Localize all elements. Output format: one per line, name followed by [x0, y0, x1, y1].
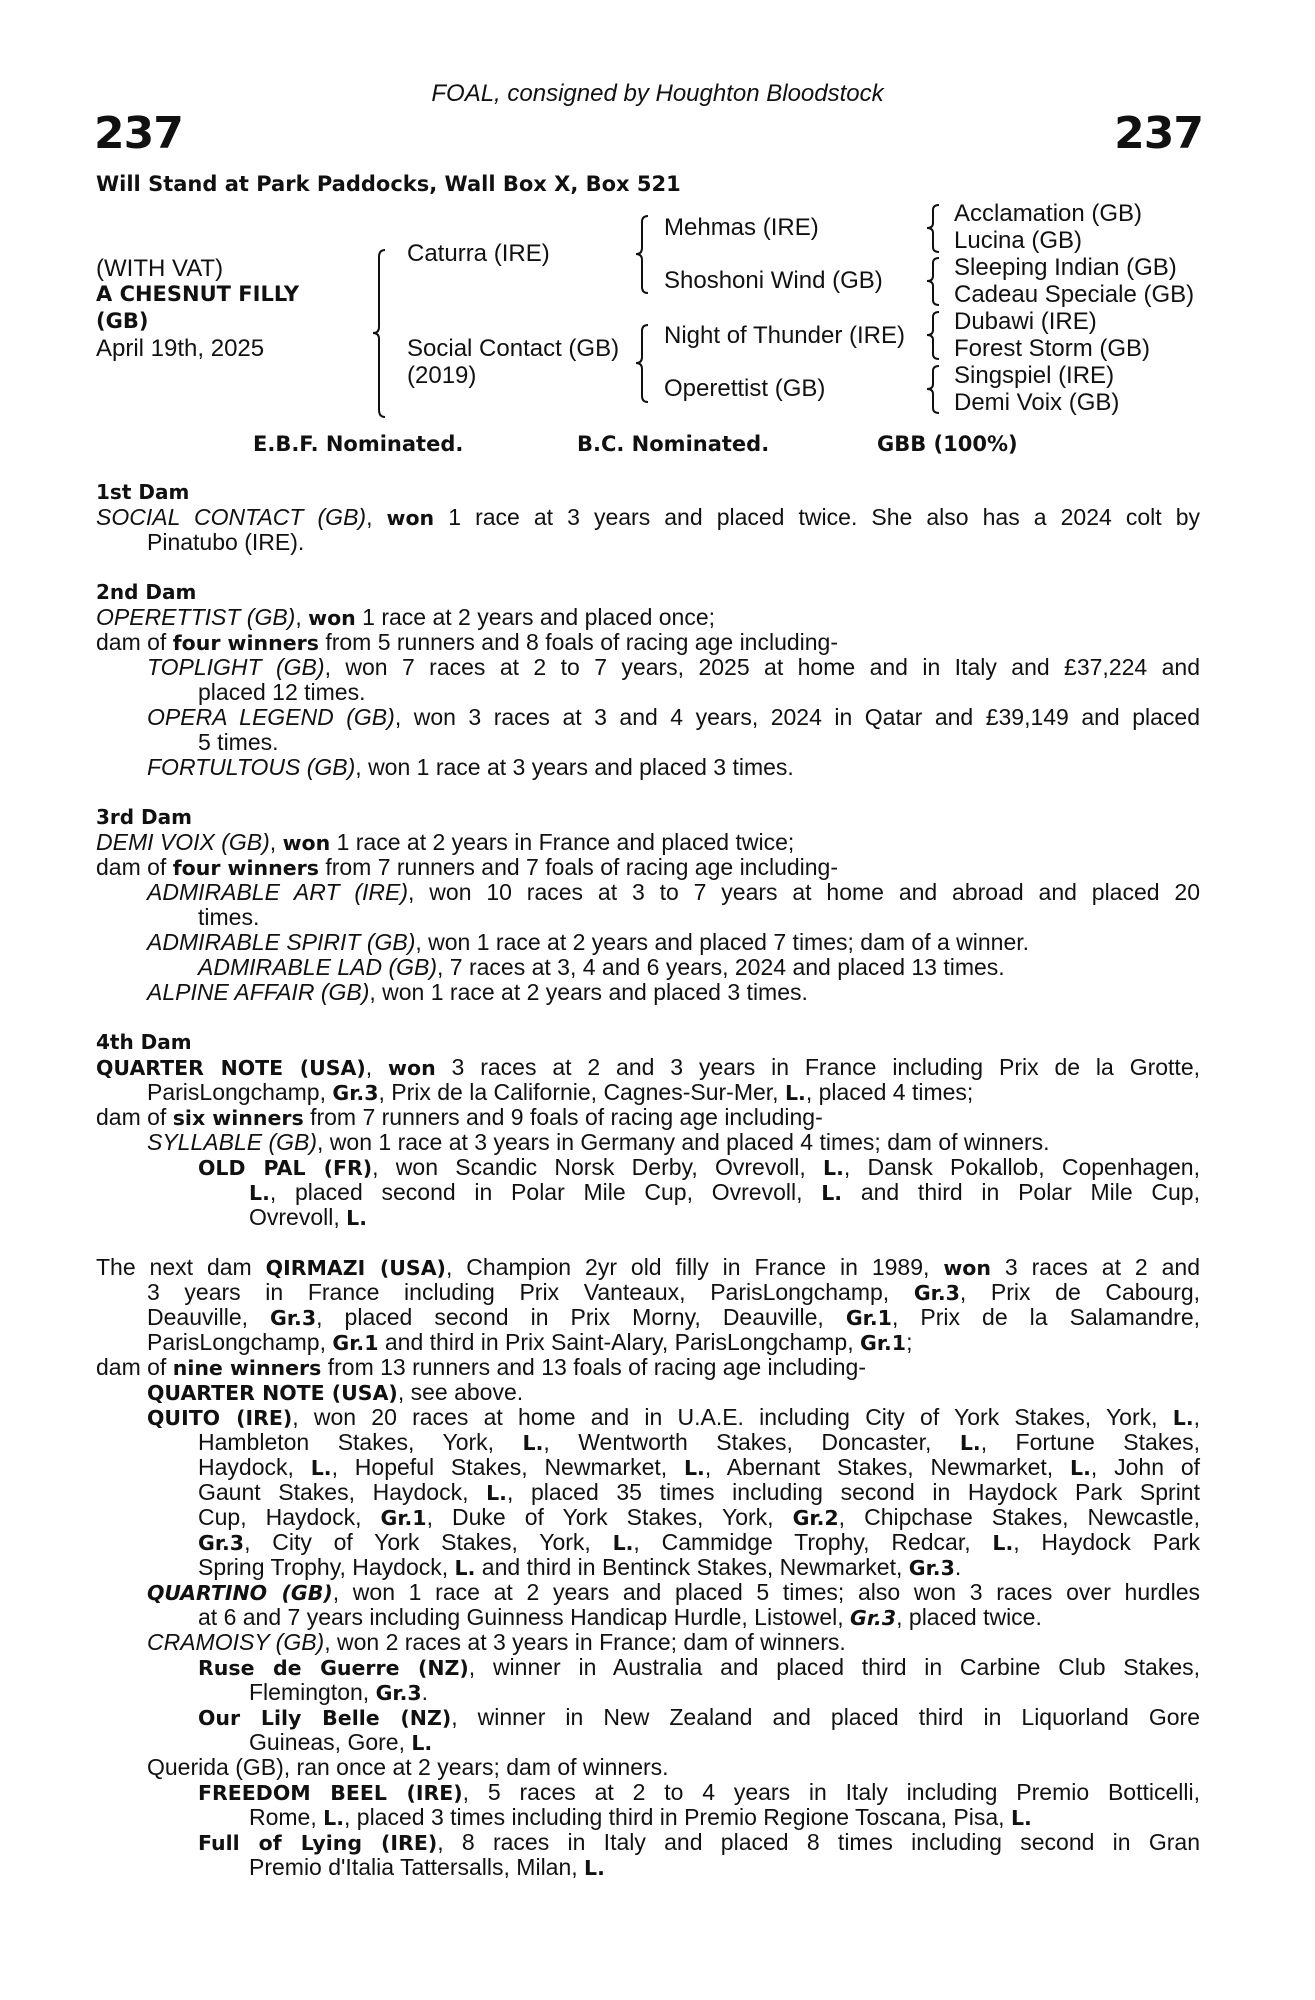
emphasis-text: won: [282, 831, 331, 855]
text-run: .: [421, 1679, 429, 1705]
emphasis-text: L.: [411, 1731, 433, 1755]
entry-line: [147, 1580, 1200, 1605]
entry-line: [96, 630, 1200, 655]
horse-name: ALPINE AFFAIR (GB): [147, 979, 370, 1005]
produce-entry: [96, 755, 1200, 780]
entry-line: [147, 705, 1200, 730]
stabling-location: Will Stand at Park Paddocks, Wall Box X, Box 521: [96, 172, 681, 196]
ancestor-g3: Sleeping Indian (GB): [954, 254, 1177, 281]
entry-line: [198, 1555, 1200, 1580]
emphasis-text: QUARTER NOTE (USA): [147, 1381, 398, 1405]
ancestor-g3: Demi Voix (GB): [954, 389, 1120, 416]
produce-entry: [96, 955, 1200, 980]
emphasis-text: nine winners: [172, 1356, 322, 1380]
ancestor-g3: Singspiel (IRE): [954, 362, 1115, 389]
emphasis-text: L.: [310, 1456, 332, 1480]
produce-entry: [96, 1755, 1200, 1780]
text-run: , won Scandic Norsk Derby, Ovrevoll,: [372, 1154, 823, 1180]
lot-title: A CHESNUT FILLY: [96, 282, 300, 306]
emphasis-text: L.: [454, 1556, 476, 1580]
text-run: , Abernant Stakes, Newmarket,: [704, 1454, 1071, 1480]
produce-entry: [96, 605, 1200, 630]
emphasis-text: L.: [522, 1431, 544, 1455]
horse-name: OPERA LEGEND (GB): [147, 704, 395, 730]
brace-icon: [636, 325, 648, 402]
emphasis-text: Gr.3: [850, 1606, 897, 1630]
text-run: and third in Bentinck Stakes, Newmarket,: [475, 1554, 909, 1580]
text-run: , Prix de la Californie, Cagnes-Sur-Mer,: [378, 1079, 785, 1105]
emphasis-text: QUITO (IRE): [147, 1406, 293, 1430]
text-run: The next dam: [96, 1254, 266, 1280]
text-run: ,: [295, 604, 309, 630]
entry-line: [147, 530, 1200, 555]
horse-name: ADMIRABLE SPIRIT (GB): [147, 929, 416, 955]
emphasis-text: L.: [784, 1081, 806, 1105]
emphasis-text: Gr.3: [375, 1681, 422, 1705]
produce-entry: [96, 1255, 1200, 1355]
text-run: ,: [269, 829, 283, 855]
dam-section: [96, 480, 1200, 555]
text-run: , Prix de Cabourg,: [959, 1279, 1200, 1305]
entry-line: [147, 930, 1200, 955]
dam: Social Contact (GB): [407, 335, 620, 362]
text-run: Gaunt Stakes, Haydock,: [198, 1479, 487, 1505]
entry-line: [96, 605, 1200, 630]
text-run: , 8 races in Italy and placed 8 times including second in Gran: [437, 1829, 1200, 1855]
emphasis-text: L.: [346, 1206, 367, 1230]
text-run: dam of: [96, 1104, 173, 1130]
produce-entry: [96, 980, 1200, 1005]
text-run: Pinatubo (IRE).: [147, 529, 305, 555]
entry-line: [96, 1255, 1200, 1280]
text-run: ParisLongchamp,: [147, 1079, 333, 1105]
text-run: Premio d'Italia Tattersalls, Milan,: [249, 1854, 585, 1880]
entry-line: [147, 655, 1200, 680]
emphasis-text: Ruse de Guerre (NZ): [198, 1656, 469, 1680]
emphasis-text: L.: [323, 1806, 344, 1830]
entry-line: [96, 505, 1200, 530]
lot-number-left: 237: [94, 108, 183, 159]
text-run: 3 years in France including Prix Vanteaux, ParisLongchamp,: [147, 1279, 914, 1305]
text-run: .: [954, 1554, 962, 1580]
section-heading: 1st Dam: [96, 480, 190, 504]
text-run: , 7 races at 3, 4 and 6 years, 2024 and placed 13 times.: [437, 954, 1005, 980]
text-run: , placed twice.: [896, 1604, 1042, 1630]
text-run: ,: [366, 504, 387, 530]
text-run: , Duke of York Stakes, York,: [426, 1504, 793, 1530]
entry-line: [147, 1305, 1200, 1330]
text-run: , Champion 2yr old filly in France in 1989,: [445, 1254, 944, 1280]
entry-line: [249, 1205, 1200, 1230]
entry-line: [198, 905, 1200, 930]
emphasis-text: L.: [959, 1431, 981, 1455]
text-run: , Chipchase Stakes, Newcastle,: [838, 1504, 1200, 1530]
emphasis-text: Gr.3: [908, 1556, 955, 1580]
entry-line: [147, 980, 1200, 1005]
emphasis-text: L.: [1070, 1456, 1091, 1480]
emphasis-text: L.: [249, 1181, 270, 1205]
emphasis-text: L.: [821, 1181, 843, 1205]
ancestor-g3: Dubawi (IRE): [954, 308, 1097, 335]
dam-sire: Night of Thunder (IRE): [664, 322, 905, 349]
emphasis-text: won: [943, 1256, 991, 1280]
emphasis-text: won: [386, 506, 435, 530]
entry-line: [96, 1105, 1200, 1130]
emphasis-text: Gr.3: [913, 1281, 960, 1305]
text-run: from 7 runners and 7 foals of racing age including-: [318, 854, 839, 880]
lot-number-right: 237: [1114, 108, 1203, 159]
emphasis-text: Gr.3: [332, 1081, 379, 1105]
text-run: , won 1 race at 2 years and placed 3 times.: [369, 979, 808, 1005]
text-run: placed 12 times.: [198, 679, 366, 705]
ebf-nomination: E.B.F. Nominated.: [253, 432, 464, 456]
produce-entry: [96, 1355, 1200, 1380]
text-run: , placed 4 times;: [805, 1079, 974, 1105]
entry-line: [249, 1805, 1200, 1830]
text-run: Spring Trophy, Haydock,: [198, 1554, 455, 1580]
entry-line: [198, 1780, 1200, 1805]
text-run: 1 race at 2 years in France and placed twice;: [330, 829, 795, 855]
text-run: , won 20 races at home and in U.A.E. including City of York Stakes, York,: [292, 1404, 1173, 1430]
text-run: , won 1 race at 2 years and placed 5 times; also won 3 races over hurdles: [332, 1579, 1200, 1605]
entry-line: [249, 1730, 1200, 1755]
horse-name: ADMIRABLE LAD (GB): [198, 954, 437, 980]
emphasis-text: L.: [1172, 1406, 1194, 1430]
entry-line: [147, 1330, 1200, 1355]
entry-line: [198, 1505, 1200, 1530]
produce-entry: [96, 1655, 1200, 1705]
entry-line: [96, 830, 1200, 855]
text-run: and third in Polar Mile Cup,: [842, 1179, 1200, 1205]
emphasis-text: four winners: [172, 631, 319, 655]
produce-entry: [96, 630, 1200, 655]
emphasis-text: six winners: [172, 1106, 304, 1130]
produce-entry: [96, 655, 1200, 705]
entry-line: [198, 1705, 1200, 1730]
horse-name: DEMI VOIX (GB): [96, 829, 270, 855]
text-run: 5 times.: [198, 729, 279, 755]
section-heading: 3rd Dam: [96, 805, 192, 829]
text-run: , Dansk Pokallob, Copenhagen,: [843, 1154, 1200, 1180]
text-run: , won 10 races at 3 to 7 years at home and abroad and placed 20: [408, 879, 1200, 905]
produce-entry: [96, 1630, 1200, 1655]
entry-line: [147, 755, 1200, 780]
emphasis-text: FREEDOM BEEL (IRE): [198, 1781, 463, 1805]
produce-entry: [96, 1055, 1200, 1105]
entry-line: [198, 1430, 1200, 1455]
section-heading: 4th Dam: [96, 1030, 192, 1054]
emphasis-text: Gr.3: [270, 1306, 317, 1330]
text-run: Hambleton Stakes, York,: [198, 1429, 523, 1455]
produce-entry: [96, 1705, 1200, 1755]
brace-icon: [927, 366, 939, 413]
text-run: at 6 and 7 years including Guinness Handicap Hurdle, Listowel,: [198, 1604, 851, 1630]
emphasis-text: L.: [992, 1531, 1014, 1555]
brace-icon: [636, 216, 648, 293]
text-run: 3 races at 2 and 3 years in France including Prix de la Grotte,: [435, 1054, 1200, 1080]
text-run: , Hopeful Stakes, Newmarket,: [331, 1454, 684, 1480]
entry-line: [96, 1055, 1200, 1080]
emphasis-text: L.: [612, 1531, 634, 1555]
text-run: , won 2 races at 3 years in France; dam of winners.: [324, 1629, 846, 1655]
dam-section: [96, 1030, 1200, 1230]
horse-name: SYLLABLE (GB): [147, 1129, 318, 1155]
text-run: , placed 3 times including third in Premio Regione Toscana, Pisa,: [344, 1804, 1011, 1830]
produce-entry: [96, 1780, 1200, 1830]
ancestor-g3: Lucina (GB): [954, 227, 1083, 254]
text-run: , John of: [1090, 1454, 1201, 1480]
text-run: Flemington,: [249, 1679, 376, 1705]
text-run: , City of York Stakes, York,: [244, 1529, 613, 1555]
emphasis-text: Gr.1: [845, 1306, 892, 1330]
emphasis-text: won: [308, 606, 356, 630]
horse-name: ADMIRABLE ART (IRE): [147, 879, 409, 905]
emphasis-text: Gr.1: [860, 1331, 907, 1355]
text-run: times.: [198, 904, 260, 930]
sire-sire: Mehmas (IRE): [664, 214, 819, 241]
text-run: , Haydock Park: [1013, 1529, 1200, 1555]
emphasis-text: L.: [1010, 1806, 1032, 1830]
entry-line: [198, 680, 1200, 705]
emphasis-text: Gr.2: [792, 1506, 839, 1530]
text-run: ;: [906, 1329, 913, 1355]
entry-line: [147, 880, 1200, 905]
sire: Caturra (IRE): [407, 240, 550, 267]
bc-nomination: B.C. Nominated.: [577, 432, 770, 456]
brace-icon: [927, 258, 939, 305]
entry-line: [198, 1655, 1200, 1680]
produce-entry: [96, 1155, 1200, 1230]
lot-title-country: (GB): [96, 309, 149, 333]
text-run: , won 1 race at 3 years in Germany and placed 4 times; dam of winners.: [317, 1129, 1050, 1155]
text-run: 1 race at 2 years and placed once;: [355, 604, 716, 630]
emphasis-text: four winners: [172, 856, 319, 880]
brace-icon: [927, 205, 939, 252]
foaling-date: April 19th, 2025: [96, 335, 265, 362]
entry-line: [198, 1480, 1200, 1505]
text-run: Haydock,: [198, 1454, 311, 1480]
emphasis-text: Our Lily Belle (NZ): [198, 1706, 452, 1730]
emphasis-text: QUARTER NOTE (USA): [96, 1056, 366, 1080]
text-run: , see above.: [397, 1379, 524, 1405]
text-run: , winner in Australia and placed third in Carbine Club Stakes,: [468, 1654, 1200, 1680]
text-run: ,: [365, 1054, 389, 1080]
text-run: , placed second in Prix Morny, Deauville,: [316, 1304, 846, 1330]
entry-line: [198, 1830, 1200, 1855]
produce-entry: [96, 505, 1200, 555]
text-run: , won 3 races at 3 and 4 years, 2024 in Qatar and £39,149 and placed: [394, 704, 1200, 730]
horse-name: FORTULTOUS (GB): [147, 754, 356, 780]
entry-line: [198, 1455, 1200, 1480]
emphasis-text: L.: [486, 1481, 507, 1505]
produce-entry: [96, 1580, 1200, 1630]
sire-dam: Shoshoni Wind (GB): [664, 267, 883, 294]
produce-entry: [96, 930, 1200, 955]
text-run: from 13 runners and 13 foals of racing age including-: [321, 1354, 866, 1380]
horse-name: TOPLIGHT (GB): [147, 654, 325, 680]
emphasis-text: L.: [683, 1456, 705, 1480]
produce-entry: [96, 880, 1200, 930]
emphasis-text: Gr.1: [380, 1506, 427, 1530]
vat-note: (WITH VAT): [96, 255, 224, 282]
entry-line: [147, 1755, 1200, 1780]
produce-entry: [96, 705, 1200, 755]
text-run: , Fortune Stakes,: [980, 1429, 1200, 1455]
produce-entry: [96, 1830, 1200, 1880]
emphasis-text: Gr.1: [332, 1331, 379, 1355]
gbb-eligibility: GBB (100%): [877, 432, 1018, 456]
text-run: dam of: [96, 629, 173, 655]
text-run: , won 1 race at 2 years and placed 7 times; dam of a winner.: [415, 929, 1030, 955]
entry-line: [147, 1130, 1200, 1155]
text-run: , Prix de la Salamandre,: [891, 1304, 1201, 1330]
produce-entry: [96, 1130, 1200, 1155]
entry-line: [147, 1630, 1200, 1655]
horse-name: OPERETTIST (GB): [96, 604, 296, 630]
produce-entry: [96, 855, 1200, 880]
text-run: Rome,: [249, 1804, 324, 1830]
ancestor-g3: Cadeau Speciale (GB): [954, 281, 1195, 308]
dam-year: (2019): [407, 362, 477, 389]
entry-line: [147, 1280, 1200, 1305]
horse-name: SOCIAL CONTACT (GB): [96, 504, 367, 530]
entry-line: [198, 1155, 1200, 1180]
produce-entry: [96, 830, 1200, 855]
emphasis-text: QUARTINO (GB): [147, 1581, 333, 1605]
text-run: , placed second in Polar Mile Cup, Ovrevoll,: [269, 1179, 822, 1205]
dam-section: [96, 805, 1200, 1005]
entry-line: [147, 1380, 1200, 1405]
text-run: ParisLongchamp,: [147, 1329, 333, 1355]
emphasis-text: won: [388, 1056, 436, 1080]
dam-section: [96, 580, 1200, 780]
text-run: , winner in New Zealand and placed third in Liquorland Gore: [451, 1704, 1200, 1730]
emphasis-text: Full of Lying (IRE): [198, 1831, 438, 1855]
entry-line: [198, 955, 1200, 980]
emphasis-text: QIRMAZI (USA): [265, 1256, 446, 1280]
text-run: Cup, Haydock,: [198, 1504, 381, 1530]
brace-icon: [927, 312, 939, 359]
horse-name: CRAMOISY (GB): [147, 1629, 325, 1655]
text-run: Ovrevoll,: [249, 1204, 347, 1230]
text-run: Guineas, Gore,: [249, 1729, 412, 1755]
text-run: dam of: [96, 1354, 173, 1380]
text-run: , Cammidge Trophy, Redcar,: [633, 1529, 993, 1555]
dam-dam: Operettist (GB): [664, 375, 826, 402]
text-run: Deauville,: [147, 1304, 271, 1330]
entry-line: [96, 855, 1200, 880]
entry-line: [198, 730, 1200, 755]
text-run: dam of: [96, 854, 173, 880]
entry-line: [249, 1180, 1200, 1205]
ancestor-g3: Acclamation (GB): [954, 200, 1143, 227]
pedigree-braces: [0, 0, 1315, 450]
entry-line: [96, 1355, 1200, 1380]
text-run: from 7 runners and 9 foals of racing age including-: [303, 1104, 823, 1130]
text-run: Querida (GB), ran once at 2 years; dam of winners.: [147, 1754, 669, 1780]
entry-line: [147, 1080, 1200, 1105]
emphasis-text: OLD PAL (FR): [198, 1156, 373, 1180]
text-run: , Wentworth Stakes, Doncaster,: [543, 1429, 960, 1455]
consignment-line: FOAL, consigned by Houghton Bloodstock: [431, 80, 884, 107]
produce-entry: [96, 1380, 1200, 1405]
emphasis-text: L.: [823, 1156, 844, 1180]
emphasis-text: Gr.3: [198, 1531, 245, 1555]
entry-line: [249, 1855, 1200, 1880]
entry-line: [198, 1605, 1200, 1630]
text-run: , placed 35 times including second in Haydock Park Sprint: [506, 1479, 1200, 1505]
ancestor-g3: Forest Storm (GB): [954, 335, 1151, 362]
text-run: , 5 races at 2 to 4 years in Italy including Premio Botticelli,: [462, 1779, 1200, 1805]
entry-line: [249, 1680, 1200, 1705]
entry-line: [147, 1405, 1200, 1430]
text-run: 1 race at 3 years and placed twice. She also has a 2024 colt by: [434, 504, 1200, 530]
text-run: 3 races at 2 and: [990, 1254, 1200, 1280]
entry-line: [198, 1530, 1200, 1555]
produce-record: [96, 480, 1200, 1880]
produce-entry: [96, 1405, 1200, 1580]
text-run: ,: [1193, 1404, 1200, 1430]
text-run: , won 7 races at 2 to 7 years, 2025 at home and in Italy and £37,224 and: [324, 654, 1200, 680]
section-heading: 2nd Dam: [96, 580, 197, 604]
text-run: and third in Prix Saint-Alary, ParisLongchamp,: [378, 1329, 860, 1355]
produce-entry: [96, 1105, 1200, 1130]
text-run: , won 1 race at 3 years and placed 3 times.: [355, 754, 794, 780]
dam-section: [96, 1255, 1200, 1880]
emphasis-text: L.: [584, 1856, 605, 1880]
brace-icon: [373, 250, 385, 417]
text-run: from 5 runners and 8 foals of racing age including-: [318, 629, 839, 655]
